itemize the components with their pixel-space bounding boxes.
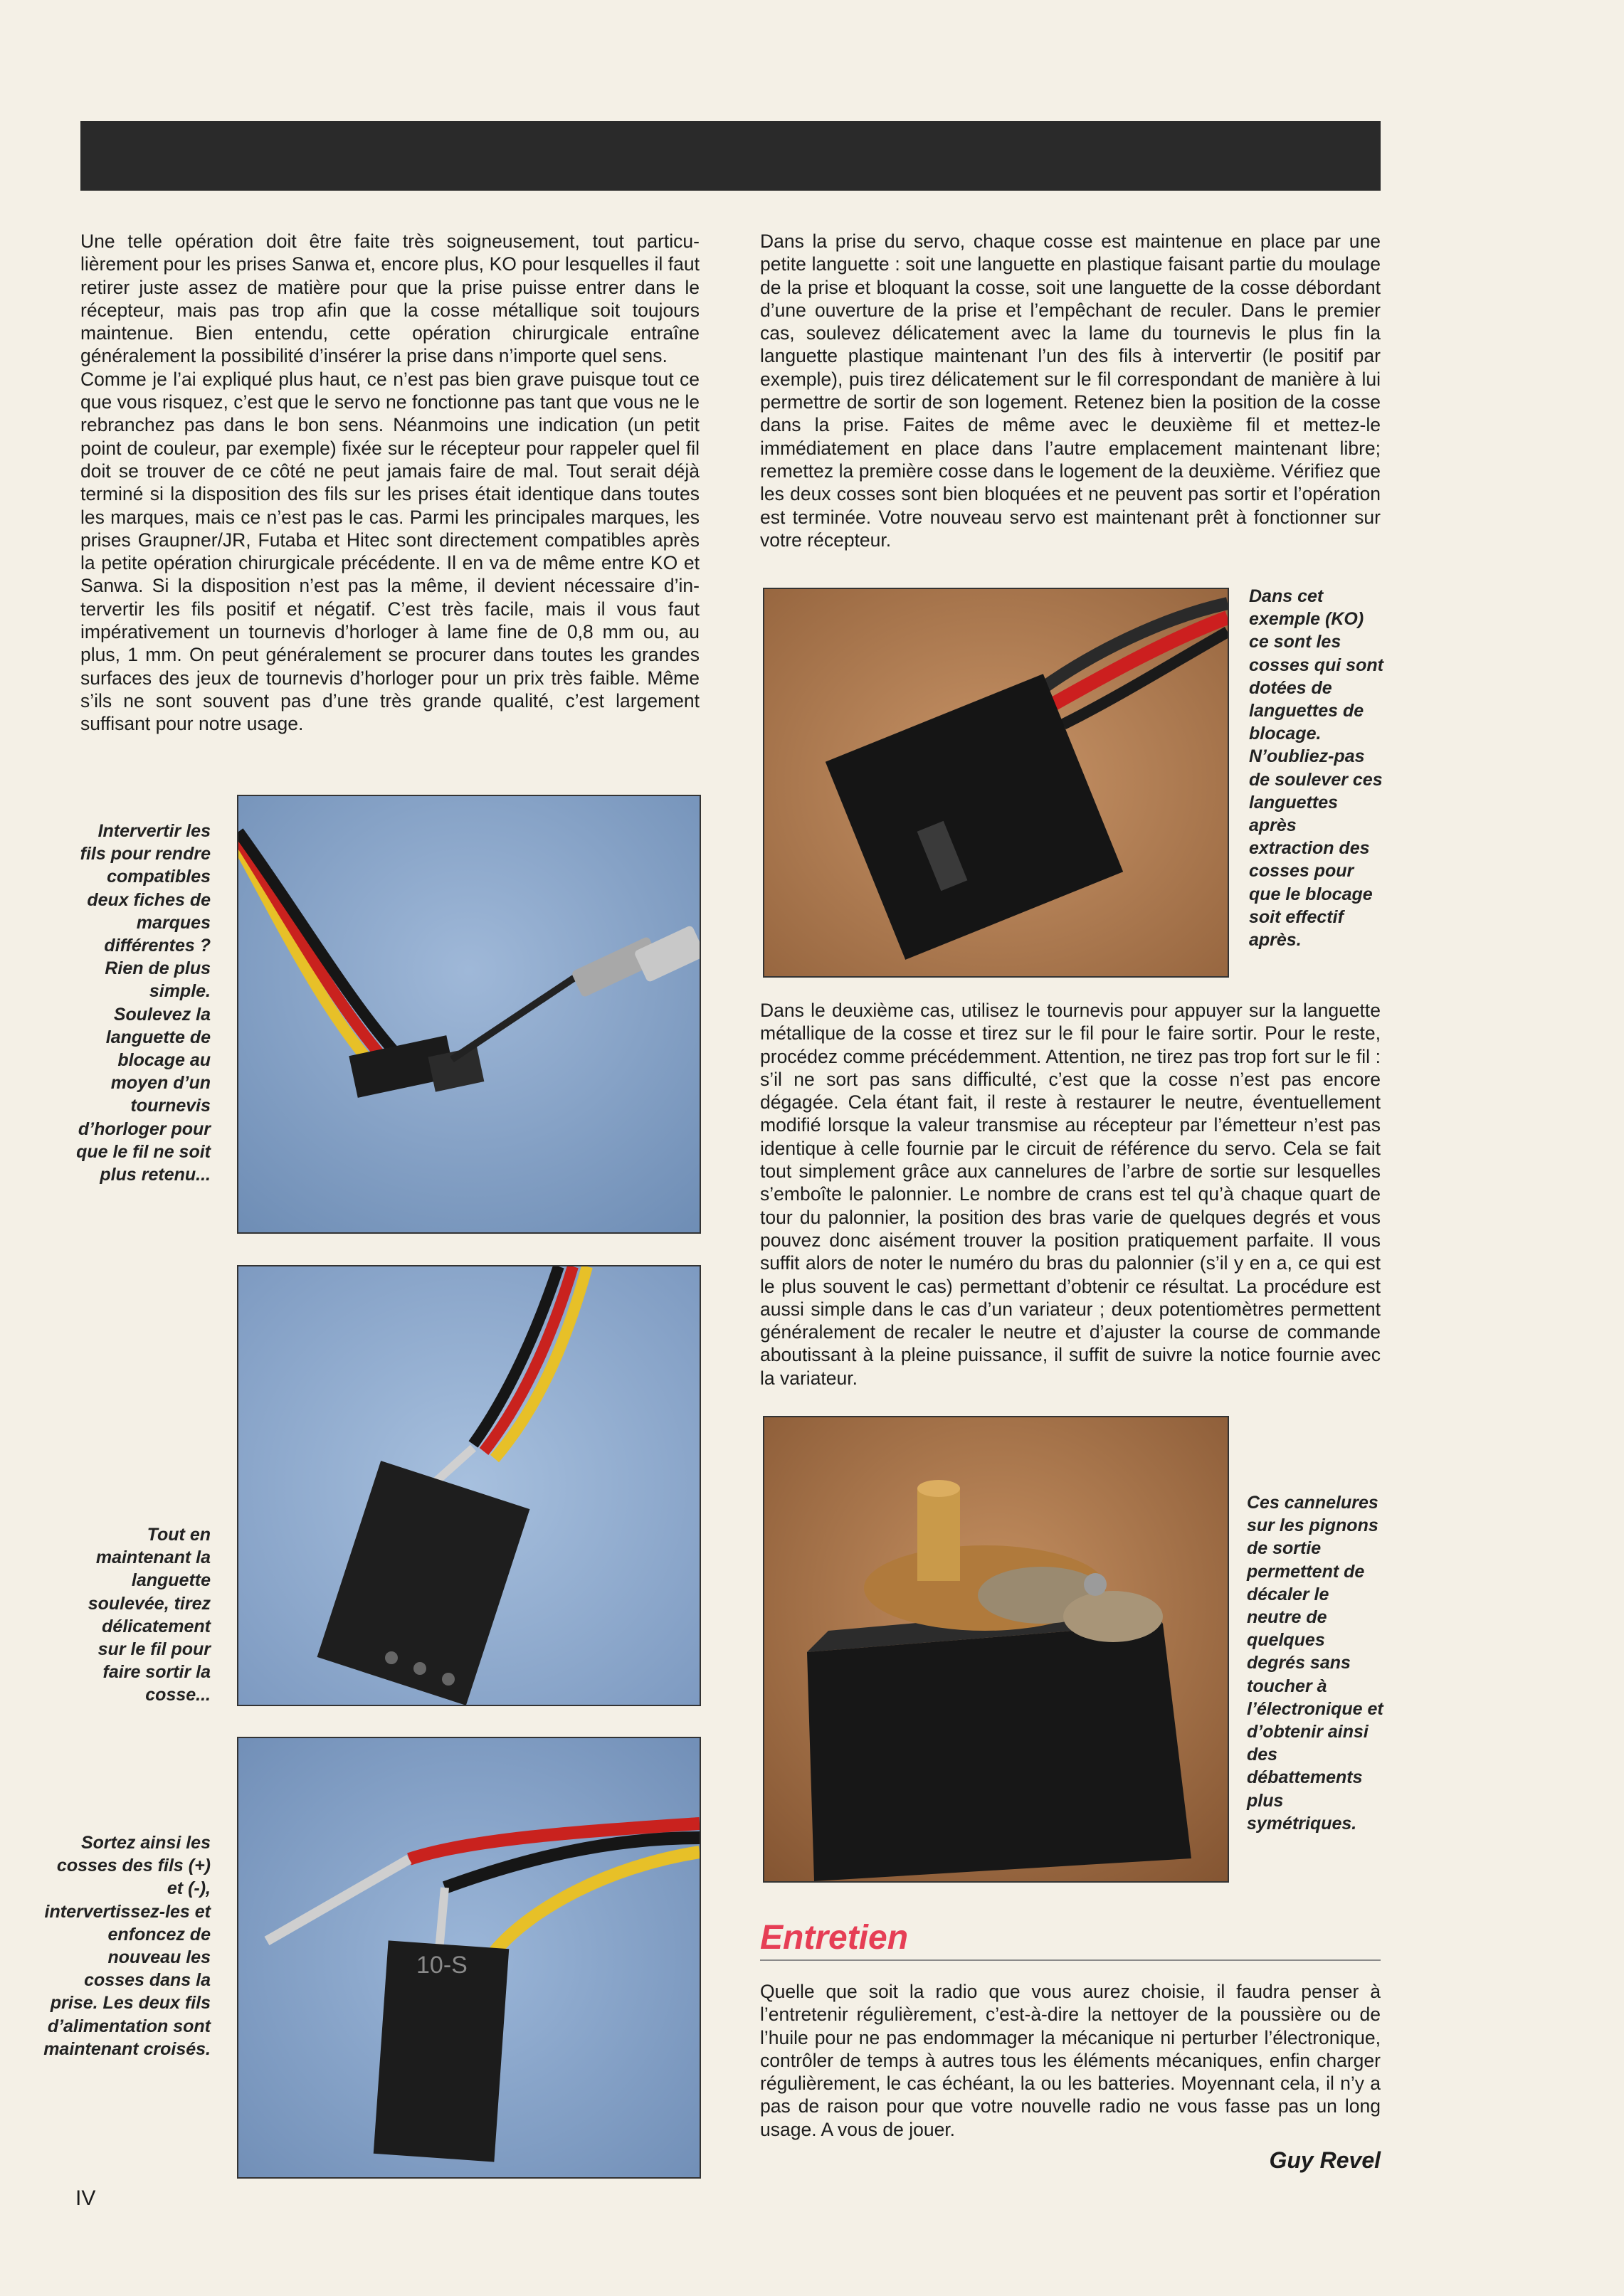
- caption-photo-ko: Dans cet exemple (KO) ce sont les cosses qui sont dotées de languettes de blocage. N’oubliez-pas de soulever ces languettes après extraction des cosses pour que le blocage soit effectif après.: [1249, 586, 1383, 951]
- page-number: IV: [75, 2186, 96, 2210]
- right-paragraph-1: Dans la prise du servo, chaque cosse est maintenue en place par une petite languette : soit une languette en plastique faisant partie du moulage de la prise et bloquant la cosse, soit une languette de la cosse débordant d’une ouverture de la prise et l’empêchant de reculer. Dans le premier cas, soulevez délicatement avec la lame du tournevis le plus fin la languette plastique maintenant l’un des fils à intervertir (le positif par exemple), puis tirez délicatement sur le fil correspondant de manière à lui permettre de sortir de son logement. Retenez bien la position de la cosse dans la prise. Faites de même avec le deuxième fil et mettez-le immédiatement en place dans l’autre emplacement maintenant libre; remettez la première cosse dans le logement de la deuxième. Vérifiez que les deux cosses sont bien bloquées et ne peuvent pas sortir et l’opération est terminée. Votre nouveau servo est maintenant prêt à fonctionner sur votre récepteur.: [760, 231, 1381, 551]
- section-heading-entretien: Entretien: [760, 1918, 1381, 1961]
- photo-servo-gears: [763, 1416, 1229, 1883]
- connector-marking: 10-S: [416, 1952, 468, 1979]
- right-column-text-3: [760, 1980, 1381, 2141]
- left-paragraph-2: Comme je l’ai expliqué plus haut, ce n’est pas bien grave puisque tout ce que vous risquez, c’est que le servo ne fonctionne pas tant que vous ne le rebranchez pas dans le bon sens. Néanmoins une indication (un petit point de couleur, par exemple) fixée sur le récepteur pour rappeler quel fil doit se trouver de ce côté ne peut jamais faire de mal. Tout serait déjà terminé si la disposition des fils sur les prises était identique dans toutes les marques, mais ce n’est pas le cas. Parmi les principales marques, les prises Graupner/JR, Futaba et Hitec sont directement compatibles après la petite opération chirurgicale précédente. Il en va de même entre KO et Sanwa. Si la disposition n’est pas la même, il devient nécessaire d’intervertir les fils positif et négatif. C’est très facile, mais il vous faut impérativement un tournevis d’horloger à lame fine de 0,8 mm ou, au plus, 1 mm. On peut généralement se procurer dans toutes les grandes surfaces des jeux de tournevis d’horloger pour un prix très faible. Même s’ils ne sont souvent pas d’une très grande qualité, c’est largement suffisant pour notre usage.: [80, 368, 700, 735]
- caption-photo-3: Sortez ainsi les cosses des fils (+) et (-), intervertissez-les et enfoncez de nouveau les cosses dans la prise. Les deux fils d’alimentation sont maintenant croisés.: [43, 1833, 211, 2059]
- photo-crossed-wires: [237, 1737, 701, 2179]
- right-paragraph-2: Dans le deuxième cas, utilisez le tournevis pour appuyer sur la languette métallique de la cosse et tirez sur le fil pour le faire sortir. Pour le reste, procédez comme précédemment. Attention, ne tirez pas trop fort sur le fil : s’il ne sort pas sans difficulté, c’est que la cosse n’est pas encore dégagée. Cela étant fait, il reste à restaurer le neutre, éventuellement modifié lorsque la valeur transmise au récepteur par l’émetteur n’est pas identique à celle fournie par le circuit de référence du servo. Cela se fait tout simplement grâce aux cannelures de l’arbre de sortie sur lesquelles s’emboîte le palonnier. Le nombre de crans est tel qu’à chaque quart de tour du palonnier, la position des bras varie de quelques degrés et vous pouvez donc aisément trouver la position pratiquement parfaite. Il vous suffit alors de noter le numéro du bras du palonnier (s’il y en a, ce qui est le plus souvent le cas) permettant d’obtenir ce résultat. La procédure est aussi simple dans le cas d’un variateur ; deux potentiomètres permettent généralement de recaler le neutre et d’ajuster la course de commande aboutissant à la pleine puissance, il suffit de suivre la notice fournie avec la variateur.: [760, 1000, 1381, 1389]
- right-paragraph-3: Quelle que soit la radio que vous aurez choisie, il faudra penser à l’entretenir régulièrement, c’est-à-dire la nettoyer de la poussière ou de l’huile pour ne pas endommager la mécanique ni perturber l’électronique, contrôler de temps à autres tous les éléments mécaniques, enfin charger régulièrement, le cas échéant, la ou les batteries. Moyennant cela, il n’y a pas de raison pour que votre nouvelle radio ne vous fasse pas un long usage. A vous de jouer.: [760, 1981, 1381, 2140]
- right-column-text-2: [760, 999, 1381, 1390]
- header-banner: [80, 121, 1381, 191]
- photo-ko-connector: [763, 588, 1229, 978]
- caption-photo-1: Intervertir les fils pour rendre compatibles deux fiches de marques différentes ? Rien de plus simple. Soulevez la languette de blocage au moyen d’un tournevis d’horloger pour que le fil ne soit plus retenu...: [76, 821, 211, 1185]
- author-signature: Guy Revel: [1269, 2147, 1381, 2173]
- right-column-text-1: [760, 230, 1381, 551]
- caption-photo-gears: Ces cannelures sur les pignons de sortie permettent de décaler le neutre de quelques degrés sans toucher à l’électronique et d’obtenir ainsi des débattements plus symétriques.: [1247, 1493, 1383, 1834]
- photo-screwdriver-connector: [237, 795, 701, 1234]
- caption-photo-2: Tout en maintenant la languette soulevée, tirez délicatement sur le fil pour faire sortir la cosse...: [88, 1525, 211, 1705]
- left-paragraph-1: Une telle opération doit être faite très soigneusement, tout particulièrement pour les prises Sanwa et, encore plus, KO pour lesquelles il faut retirer juste assez de matière pour que la prise puisse entrer dans le récepteur, mais pas trop afin que la cosse métallique soit toujours maintenue. Bien entendu, cette opération chirurgicale entraîne généralement la possibilité d’insérer la prise dans n’importe quel sens.: [80, 231, 700, 367]
- photo-pulling-wire: [237, 1265, 701, 1706]
- left-column-text: [80, 230, 700, 736]
